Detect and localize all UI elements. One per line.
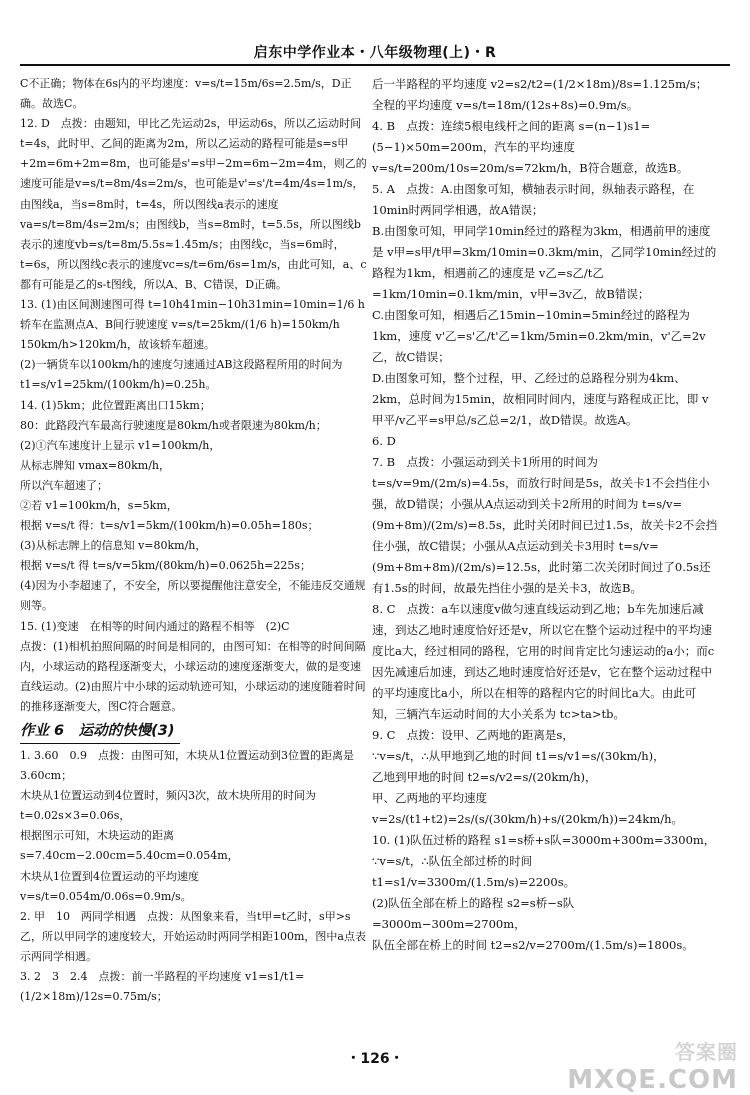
- watermark-logo: [567, 1036, 738, 1095]
- answer-paragraph: (2)①汽车速度计上显示 v1=100km/h，: [20, 438, 221, 452]
- answer-paragraph: 乙地到甲地的时间 t2=s/v2=s/(20km/h)，: [372, 770, 597, 784]
- answer-paragraph: 150km/h>120km/h，故该轿车超速。: [20, 338, 215, 352]
- answer-paragraph: B.由图象可知，甲同学10min经过的路程为3km，相遇前甲的速度是 v甲=s甲/t甲=3km/10min=0.3km/min，乙同学10min经过的路程为1km，相遇前乙的速度是 v乙=s乙/t乙=1km/10min=0.1km/min，v甲=3v乙，故B错误；: [372, 224, 717, 301]
- left-column: [20, 74, 367, 1007]
- answer-paragraph: 木块从1位置到4位置运动的平均速度 v=s/t=0.054m/0.06s=0.9m/s。: [20, 869, 199, 903]
- answer-paragraph: ∵v=s/t，∴从甲地到乙地的时间 t1=s/v1=s/(30km/h)，: [372, 749, 665, 763]
- answer-paragraph: 甲、乙两地的平均速度: [372, 791, 487, 805]
- answer-paragraph: 8. C 点拨：a车以速度v做匀速直线运动到乙地；b车先加速后减速，到达乙地时速度恰好还是v，所以它在整个运动过程中的平均速度比a大，经过相同的路程，它用的时间肯定比匀速运动的a小；而c因先减速后加速，到达乙地时速度恰好还是v，它在整个运动过程中的平均速度比a小，所以在相等的路程内它的时间比a大。由此可知，三辆汽车运动时间的大小关系为 tc>ta>tb。: [372, 602, 715, 721]
- page-number: ・126・: [346, 1051, 404, 1067]
- answer-paragraph: 所以汽车超速了；: [20, 478, 108, 492]
- answer-paragraph: 1. 3.60 0.9 点拨：由图可知，木块从1位置运动到3位置的距离是3.60cm；: [20, 749, 354, 783]
- answer-paragraph: C.由图象可知，相遇后乙15min−10min=5min经过的路程为1km，速度 v'乙=s'乙/t'乙=1km/5min=0.2km/min，v'乙=2v乙，故C错误；: [372, 308, 706, 364]
- answer-paragraph: 木块从1位置运动到4位置时，频闪3次，故木块所用的时间为 t=0.02s×3=0.06s，: [20, 789, 316, 823]
- answer-paragraph: 从标志牌知 vmax=80km/h，: [20, 458, 171, 472]
- answer-paragraph: 全程的平均速度 v=s/t=18m/(12s+8s)=0.9m/s。: [372, 98, 639, 112]
- answer-paragraph: (3)从标志牌上的信息知 v=80km/h，: [20, 539, 207, 553]
- answer-paragraph: 队伍全部在桥上的时间 t2=s2/v=2700m/(1.5m/s)=1800s。: [372, 938, 694, 952]
- answer-paragraph: 9. C 点拨：设甲、乙两地的距离是s，: [372, 728, 574, 742]
- answer-paragraph: 14. (1)5km；此位置距离出口15km；: [20, 398, 211, 412]
- answer-paragraph: 6. D: [372, 434, 396, 448]
- answer-paragraph: 根据 v=s/t 得 t=s/v=5km/(80km/h)=0.0625h=225s；: [20, 559, 312, 573]
- answer-paragraph: 5. A 点拨：A.由图象可知，横轴表示时间，纵轴表示路程，在10min时两同学相遇，故A错误；: [372, 182, 695, 217]
- answer-paragraph: 4. B 点拨：连续5根电线杆之间的距离 s=(n−1)s1=(5−1)×50m=200m，汽车的平均速度 v=s/t=200m/10s=20m/s=72km/h，B符合题意，故选B。: [372, 119, 689, 175]
- answer-paragraph: 13. (1)由区间测速图可得 t=10h41min−10h31min=10min=1/6 h: [20, 298, 365, 312]
- answer-paragraph: 10. (1)队伍过桥的路程 s1=s桥+s队=3000m+300m=3300m，: [372, 833, 716, 847]
- answer-paragraph: (2)队伍全部在桥上的路程 s2=s桥−s队=3000m−300m=2700m，: [372, 896, 575, 931]
- answer-paragraph: 12. D 点拨：由题知，甲比乙先运动2s，甲运动6s，所以乙运动时间t=4s，此时甲、乙间的距离为2m，所以乙运动的路程可能是s=s甲+2m=6m+2m=8m，也可能是s'=s甲−2m=6m−2m=4m，则乙的速度可能是v=s/t=8m/4s=2m/s，也可能是v'=s'/t=4m/4s=1m/s，由图线a，当s=8m时，t=4s，所以图线a表示的速度va=s/t=8m/4s=2m/s；由图线b，当s=8m时，t=5.5s，所以图线b表示的速度vb=s/t=8m/5.5s≈1.45m/s；由图线c，当s=6m时，t=6s，所以图线c表示的速度vc=s/t=6m/6s=1m/s，由此可知，a、c都有可能是乙的s-t图线，所以A、B、C错误，D正确。: [20, 117, 367, 291]
- answer-paragraph: 轿车在监测点A、B间行驶速度 v=s/t=25km/(1/6 h)=150km/h: [20, 318, 340, 332]
- answer-paragraph: (4)因为小李超速了，不安全，所以要提醒他注意安全，不能违反交通规则等。: [20, 579, 366, 613]
- answer-paragraph: 2. 甲 10 两同学相遇 点拨：从图象来看，当t甲=t乙时，s甲>s乙，所以甲同学的速度较大，开始运动时两同学相距100m，图中a点表示两同学相遇。: [20, 909, 366, 963]
- book-title: 启东中学作业本・八年级物理(上)・R: [253, 45, 497, 61]
- answer-paragraph: 根据 v=s/t 得：t=s/v1=5km/(100km/h)=0.05h=180s；: [20, 519, 319, 533]
- right-column: [372, 74, 719, 956]
- answer-paragraph: 3. 2 3 2.4 点拨：前一半路程的平均速度 v1=s1/t1=(1/2×18m)/12s=0.75m/s；: [20, 970, 305, 1004]
- answer-paragraph: C不正确；物体在6s内的平均速度：v=s/t=15m/6s=2.5m/s，D正确。故选C。: [20, 77, 352, 111]
- watermark-bottom: MXQE.COM: [567, 1065, 738, 1095]
- answer-paragraph: ②若 v1=100km/h，s=5km，: [20, 498, 178, 512]
- answer-paragraph: 后一半路程的平均速度 v2=s2/t2=(1/2×18m)/8s=1.125m/s；: [372, 77, 708, 91]
- answer-paragraph: 7. B 点拨：小强运动到关卡1所用的时间为 t=s/v=9m/(2m/s)=4.5s，而放行时间是5s，故关卡1不会挡住小强，故D错误；小强从A点运动到关卡2所用的时间为 t=s/v=(9m+8m)/(2m/s)=8.5s，此时关闭时间已过1.5s，故关卡2不会挡住小强，故C错误；小强从A点运动到关卡3用时 t=s/v=(9m+8m+8m)/(2m/s)=12.5s，此时第二次关闭时间过了0.5s还有1.5s的时间，故最先挡住小强的是关卡3，故选B。: [372, 455, 718, 595]
- answer-paragraph: D.由图象可知，整个过程，甲、乙经过的总路程分别为4km、2km，总时间为15min，故相同时间内，速度与路程成正比，即 v甲平/v乙平=s甲总/s乙总=2/1，故D错误。故选A。: [372, 371, 709, 427]
- page-header: [0, 0, 750, 64]
- answer-paragraph: 80：此路段汽车最高行驶速度是80km/h或者限速为80km/h；: [20, 418, 327, 432]
- answer-paragraph: ∵v=s/t，∴队伍全部过桥的时间 t1=s1/v=3300m/(1.5m/s)=2200s。: [372, 854, 576, 889]
- watermark-top: 答案圈: [675, 1040, 738, 1064]
- section-heading: 作业 6 运动的快慢(3): [20, 719, 180, 744]
- answer-paragraph: v=2s/(t1+t2)=2s/(s/(30km/h)+s/(20km/h))=24km/h。: [372, 812, 684, 826]
- header-rule: [20, 64, 730, 66]
- answer-paragraph: 点拨：(1)相机拍照间隔的时间是相同的，由图可知：在相等的时间间隔内，小球运动的路程逐渐变大，小球运动的速度逐渐变大，做的是变速直线运动。(2)由照片中小球的运动轨迹可知，小球运动的速度随着时间的推移逐渐变大，图C符合题意。: [20, 639, 366, 713]
- answer-paragraph: 15. (1)变速 在相等的时间内通过的路程不相等 (2)C: [20, 619, 290, 633]
- answer-paragraph: 根据图示可知，木块运动的距离 s=7.40cm−2.00cm=5.40cm=0.054m，: [20, 829, 239, 863]
- answer-paragraph: (2)一辆货车以100km/h的速度匀速通过AB这段路程所用的时间为 t1=s/v1=25km/(100km/h)=0.25h。: [20, 358, 343, 392]
